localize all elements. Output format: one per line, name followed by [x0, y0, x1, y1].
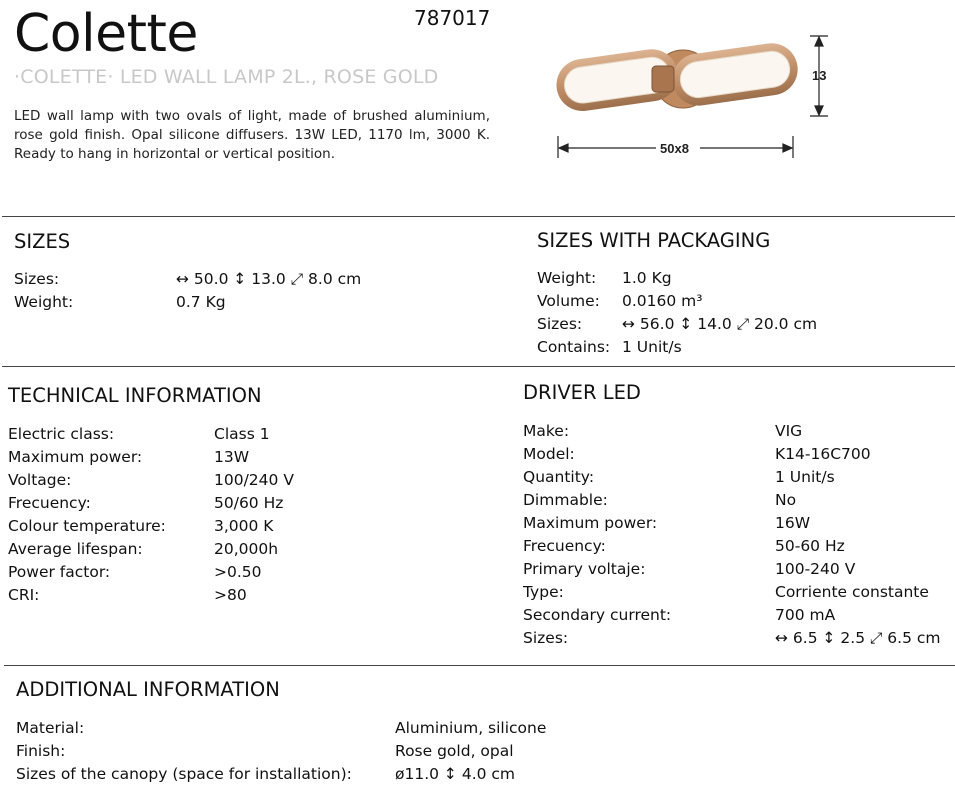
sizes-label: Sizes:	[14, 270, 60, 288]
driver-label: Maximum power:	[523, 514, 658, 532]
driver-label: Make:	[523, 422, 570, 440]
product-diagram	[548, 24, 838, 164]
driver-label: Sizes:	[523, 629, 569, 647]
tech-value: 50/60 Hz	[214, 494, 284, 512]
section-title-additional: ADDITIONAL INFORMATION	[16, 678, 280, 701]
additional-value: ø11.0 ↕ 4.0 cm	[395, 765, 516, 783]
driver-label: Dimmable:	[523, 491, 608, 509]
width-label: 50x8	[660, 141, 689, 156]
tech-label: Average lifespan:	[8, 540, 143, 558]
pkg-contains-value: 1 Unit/s	[622, 338, 682, 356]
tech-value: >0.50	[214, 563, 262, 581]
tech-label: Frecuency:	[8, 494, 91, 512]
product-title: Colette	[14, 4, 198, 64]
tech-label: CRI:	[8, 586, 40, 604]
section-title-technical: TECHNICAL INFORMATION	[8, 384, 262, 407]
pkg-contains-label: Contains:	[537, 338, 611, 356]
additional-label: Material:	[16, 719, 85, 737]
driver-value: No	[775, 491, 797, 509]
tech-label: Maximum power:	[8, 448, 143, 466]
tech-value: 20,000h	[214, 540, 279, 558]
driver-label: Type:	[523, 583, 564, 601]
tech-value: Class 1	[214, 425, 270, 443]
pkg-volume-value: 0.0160 m³	[622, 292, 703, 310]
pkg-sizes-value: ↔ 56.0 ↕ 14.0 ⤢ 20.0 cm	[622, 315, 818, 333]
driver-value: 16W	[775, 514, 811, 532]
section-title-driver: DRIVER LED	[523, 381, 641, 404]
tech-value: 13W	[214, 448, 250, 466]
section-title-sizes: SIZES	[14, 230, 71, 253]
driver-value: 50-60 Hz	[775, 537, 845, 555]
driver-value: K14-16C700	[775, 445, 871, 463]
divider	[4, 665, 955, 666]
product-code: 787017	[414, 6, 491, 30]
driver-value: 1 Unit/s	[775, 468, 835, 486]
section-title-sizes-packaging: SIZES WITH PACKAGING	[537, 229, 771, 252]
divider	[2, 216, 955, 217]
additional-label: Finish:	[16, 742, 66, 760]
weight-value: 0.7 Kg	[176, 293, 226, 311]
additional-value: Rose gold, opal	[395, 742, 514, 760]
pkg-volume-label: Volume:	[537, 292, 600, 310]
driver-value: 700 mA	[775, 606, 836, 624]
tech-label: Colour temperature:	[8, 517, 166, 535]
tech-value: 100/240 V	[214, 471, 294, 489]
height-label: 13	[812, 68, 827, 83]
driver-label: Primary voltaje:	[523, 560, 646, 578]
product-description: LED wall lamp with two ovals of light, made of brushed aluminium, rose gold finish. Opal silicone diffusers. 13W LED, 1170 lm, 3000 K. Ready to hang in horizontal or vertical position.	[14, 108, 490, 162]
tech-label: Power factor:	[8, 563, 111, 581]
driver-value: 100-240 V	[775, 560, 856, 578]
driver-value: Corriente constante	[775, 583, 929, 601]
product-subtitle: ·COLETTE· LED WALL LAMP 2L., ROSE GOLD	[14, 66, 439, 88]
divider	[2, 366, 955, 367]
pkg-weight-value: 1.0 Kg	[622, 269, 672, 287]
sizes-value: ↔ 50.0 ↕ 13.0 ⤢ 8.0 cm	[176, 270, 362, 288]
tech-value: >80	[214, 586, 247, 604]
pkg-weight-label: Weight:	[537, 269, 597, 287]
driver-label: Quantity:	[523, 468, 595, 486]
weight-label: Weight:	[14, 293, 74, 311]
driver-label: Secondary current:	[523, 606, 672, 624]
driver-value: VIG	[775, 422, 803, 440]
pkg-sizes-label: Sizes:	[537, 315, 583, 333]
tech-value: 3,000 K	[214, 517, 274, 535]
additional-value: Aluminium, silicone	[395, 719, 547, 737]
additional-label: Sizes of the canopy (space for installation):	[16, 765, 352, 783]
driver-label: Frecuency:	[523, 537, 606, 555]
tech-label: Electric class:	[8, 425, 115, 443]
tech-label: Voltage:	[8, 471, 72, 489]
driver-value: ↔ 6.5 ↕ 2.5 ⤢ 6.5 cm	[775, 629, 941, 647]
driver-label: Model:	[523, 445, 575, 463]
connector	[652, 66, 674, 92]
